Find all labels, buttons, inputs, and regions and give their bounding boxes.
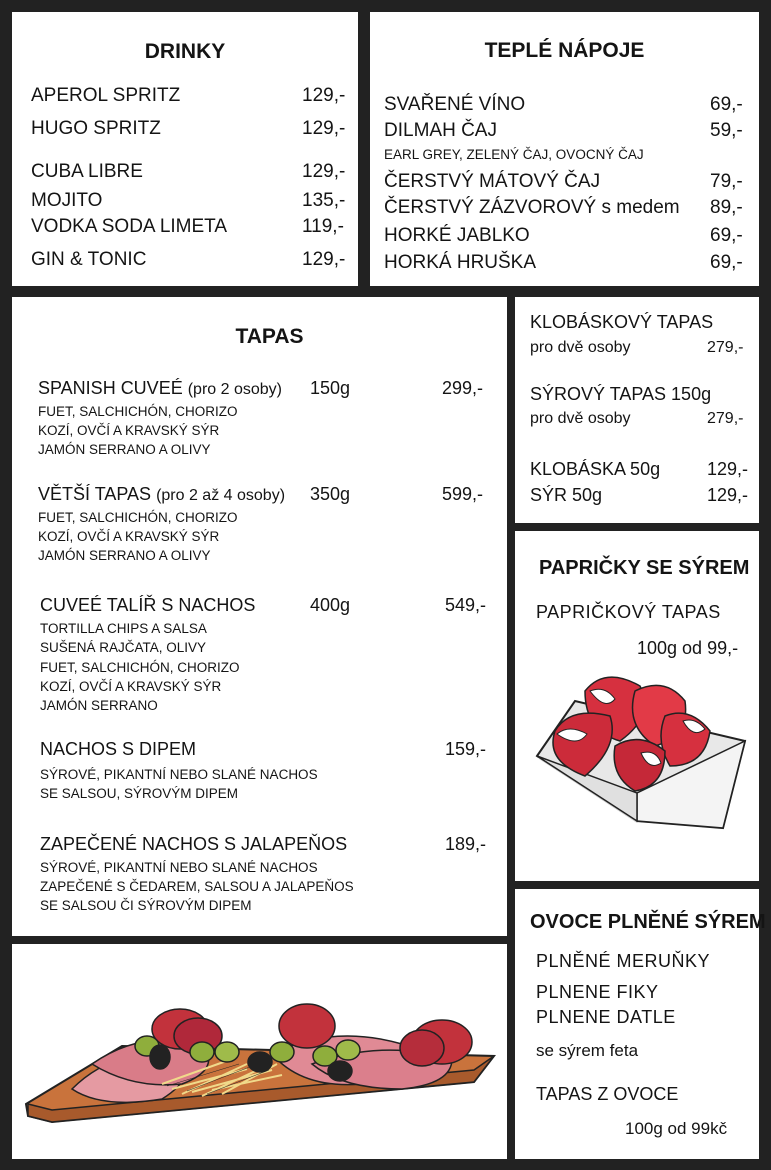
fruit-item: PLNĚNÉ MERUŇKY [536,951,711,971]
hot-drink-price: 69,- [710,252,743,273]
hot-drinks-title: TEPLÉ NÁPOJE [484,39,645,62]
tapas-item-line: TORTILLA CHIPS A SALSA [40,621,207,636]
sausage-item-name: SÝROVÝ TAPAS 150g [530,384,712,404]
sausage-item-sub: pro dvě osoby [530,339,631,356]
drink-price: 129,- [302,118,346,139]
sausage-item-name: SÝR 50g [530,485,603,505]
hot-drink-price: 69,- [710,225,743,246]
tapas-item-name: VĚTŠÍ TAPAS (pro 2 až 4 osoby) [38,484,286,504]
hot-drink-price: 79,- [710,171,743,192]
tapas-item-line: SE SALSOU ČI SÝROVÝM DIPEM [40,898,252,913]
drink-name: CUBA LIBRE [31,161,143,182]
hot-drink-name: HORKÉ JABLKO [384,225,530,246]
tapas-item-line: KOZÍ, OVČÍ A KRAVSKÝ SÝR [40,679,222,694]
drinks-title: DRINKY [144,40,226,63]
stuffed-peppers-illustration [515,531,759,881]
tapas-item-line: JAMÓN SERRANO A OLIVY [38,442,211,457]
fruit-price: 100g od 99kč [625,1119,728,1138]
tapas-item-name: ZAPEČENÉ NACHOS S JALAPEŇOS [40,834,348,854]
sausage-item-sub: pro dvě osoby [530,410,631,427]
drinks-panel [12,12,358,286]
sausage-item-name: KLOBÁSKA 50g [530,459,661,479]
drink-price: 119,- [302,216,344,237]
tapas-item-line: FUET, SALCHICHÓN, CHORIZO [38,404,238,419]
peppers-item: PAPRIČKOVÝ TAPAS [536,602,721,622]
sausage-item-price: 279,- [707,339,744,356]
tapas-item-weight: 400g [310,595,351,615]
tapas-item-price: 549,- [445,595,487,615]
hot-drink-name: SVAŘENÉ VÍNO [384,94,526,115]
fruit-note: se sýrem feta [536,1041,639,1060]
tapas-board-panel [12,944,507,1159]
hot-drink-price: 89,- [710,197,743,218]
fruit-item: PLNENE FIKY [536,982,659,1002]
tapas-item-line: SÝROVÉ, PIKANTNÍ NEBO SLANÉ NACHOS [40,860,318,875]
drink-price: 129,- [302,85,346,106]
hot-drink-note: EARL GREY, ZELENÝ ČAJ, OVOCNÝ ČAJ [384,147,644,162]
tapas-item-weight: 350g [310,484,351,504]
hot-drink-name: DILMAH ČAJ [384,120,497,141]
sausage-item-name: KLOBÁSKOVÝ TAPAS [530,312,714,332]
hot-drink-price: 59,- [710,120,743,141]
drink-name: APEROL SPRITZ [31,85,181,106]
drink-name: GIN & TONIC [31,249,147,270]
tapas-item-price: 189,- [445,834,487,854]
hot-drink-name: HORKÁ HRUŠKA [384,252,537,273]
tapas-board-illustration [12,944,507,1159]
tapas-item-line: FUET, SALCHICHÓN, CHORIZO [40,660,240,675]
peppers-price: 100g od 99,- [637,638,739,658]
tapas-item-price: 599,- [442,484,484,504]
tapas-item-line: SÝROVÉ, PIKANTNÍ NEBO SLANÉ NACHOS [40,767,318,782]
tapas-item-price: 159,- [445,739,487,759]
drink-name: MOJITO [31,190,103,211]
sausage-item-price: 129,- [707,485,749,505]
fruit-item: PLNENE DATLE [536,1007,676,1027]
hot-drink-name: ČERSTVÝ MÁTOVÝ ČAJ [384,171,601,192]
fruit-panel [515,889,766,1159]
tapas-title: TAPAS [235,325,304,348]
tapas-item-line: KOZÍ, OVČÍ A KRAVSKÝ SÝR [38,423,220,438]
drink-price: 129,- [302,249,346,270]
peppers-title: PAPRIČKY SE SÝREM [539,557,750,579]
tapas-item-line: SUŠENÁ RAJČATA, OLIVY [40,640,207,655]
tapas-item-name: NACHOS S DIPEM [40,739,197,759]
tapas-item-weight: 150g [310,378,351,398]
drink-price: 129,- [302,161,346,182]
tapas-item-price: 299,- [442,378,484,398]
sausage-item-price: 129,- [707,459,749,479]
hot-drink-name: ČERSTVÝ ZÁZVOROVÝ s medem [384,197,680,218]
drink-price: 135,- [302,190,346,211]
fruit-tapas: TAPAS Z OVOCE [536,1084,679,1104]
tapas-item-line: ZAPEČENÉ S ČEDAREM, SALSOU A JALAPEŇOS [40,879,354,894]
hot-drinks-panel [370,12,759,286]
drink-name: HUGO SPRITZ [31,118,161,139]
tapas-item-line: SE SALSOU, SÝROVÝM DIPEM [40,786,239,801]
sausage-item-price: 279,- [707,410,744,427]
hot-drink-price: 69,- [710,94,743,115]
fruit-title: OVOCE PLNĚNÉ SÝREM [530,911,766,933]
tapas-item-name: SPANISH CUVEÉ (pro 2 osoby) [38,378,282,398]
tapas-item-line: JAMÓN SERRANO [40,698,158,713]
tapas-item-line: JAMÓN SERRANO A OLIVY [38,548,211,563]
tapas-item-line: FUET, SALCHICHÓN, CHORIZO [38,510,238,525]
sausage-panel [515,297,759,523]
tapas-panel [12,297,507,936]
drink-name: VODKA SODA LIMETA [31,216,228,237]
tapas-item-name: CUVEÉ TALÍŘ S NACHOS [40,595,256,615]
peppers-panel [515,531,759,881]
tapas-item-line: KOZÍ, OVČÍ A KRAVSKÝ SÝR [38,529,220,544]
